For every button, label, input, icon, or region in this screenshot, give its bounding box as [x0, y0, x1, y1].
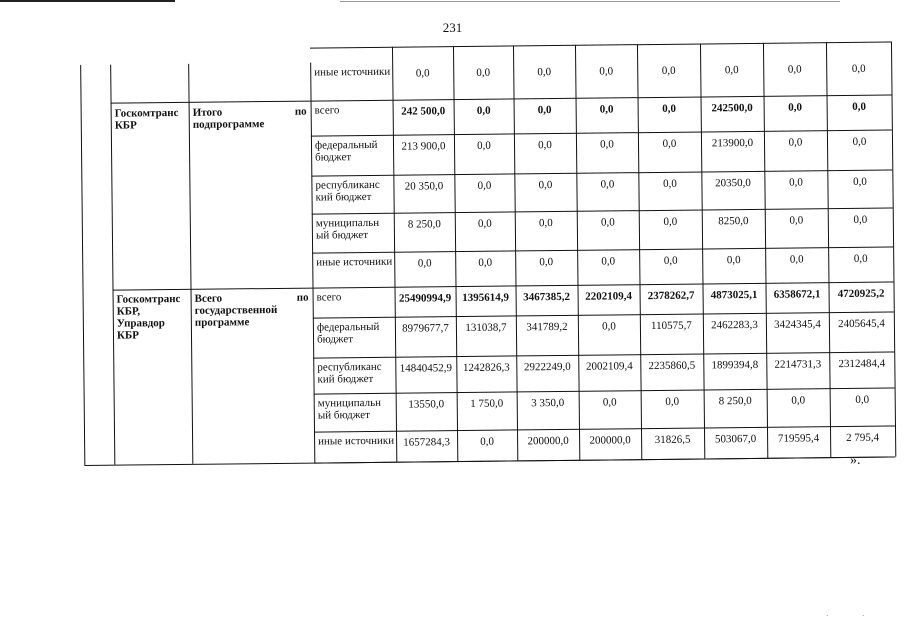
title-word: Итого	[192, 106, 223, 119]
value-cell: 2312484,4	[838, 357, 886, 371]
row-label: иные источники	[316, 255, 393, 269]
value-cell: 0,0	[415, 67, 430, 80]
value-cell: 0,0	[726, 254, 741, 267]
funding-table	[80, 42, 895, 465]
value-cell: 1657284,3	[403, 436, 451, 449]
title-word: по	[294, 105, 307, 118]
value-cell: 0,0	[852, 100, 867, 113]
value-cell: 3 350,0	[531, 396, 565, 410]
value-cell: 13550,0	[408, 398, 445, 411]
value-cell: 2002109,4	[585, 360, 633, 373]
value-cell: 719595,4	[777, 432, 820, 445]
value-cell: 110575,7	[650, 319, 692, 333]
value-cell: 20350,0	[714, 176, 751, 190]
value-cell: 503067,0	[714, 432, 757, 446]
value-cell: 2922249,0	[523, 360, 571, 374]
value-cell: 0,0	[537, 66, 552, 79]
value-cell: 6358672,1	[773, 288, 821, 301]
value-cell: 1395614,9	[462, 291, 510, 305]
value-cell: 0,0	[788, 176, 803, 189]
value-cell: 2 795,4	[846, 431, 880, 444]
row-label: муниципальн ый бюджет	[317, 396, 382, 422]
value-cell: 0,0	[477, 217, 492, 230]
value-cell: 0,0	[601, 255, 616, 268]
value-cell: 2235860,5	[648, 359, 696, 373]
row-label: республиканс кий бюджет	[315, 178, 380, 204]
program-title: государственной программе	[194, 303, 278, 329]
value-cell: 0,0	[537, 104, 552, 117]
value-cell: 0,0	[476, 66, 491, 79]
value-cell: 1899394,8	[711, 358, 759, 372]
row-label: иные источники	[314, 65, 391, 79]
value-cell: 0,0	[789, 253, 804, 266]
value-cell: 0,0	[662, 177, 677, 190]
top-rule	[0, 0, 175, 2]
grid-hline	[310, 42, 891, 49]
value-cell: 0,0	[538, 217, 553, 230]
value-cell: 31826,5	[654, 433, 691, 447]
value-cell: 0,0	[787, 63, 802, 76]
grid-vline	[310, 63, 315, 463]
value-cell: 0,0	[852, 135, 867, 148]
value-cell: 242500,0	[711, 101, 753, 115]
value-cell: 8250,0	[718, 215, 749, 228]
value-cell: 213 900,0	[401, 140, 446, 153]
value-cell: 8 250,0	[407, 218, 441, 231]
value-cell: 131038,7	[465, 321, 507, 334]
value-cell: 0,0	[602, 396, 617, 409]
value-cell: 0,0	[477, 179, 492, 192]
value-cell: 213900,0	[711, 136, 754, 150]
end-mark: ».	[850, 453, 861, 468]
row-label: всего	[316, 291, 342, 304]
page-number: 231	[442, 20, 463, 35]
value-cell: 0,0	[599, 65, 614, 78]
row-label: муниципальн ый бюджет	[315, 216, 380, 242]
value-cell: 0,0	[600, 138, 614, 151]
value-cell: 200000,0	[589, 434, 631, 447]
row-label: иные источники	[318, 434, 395, 448]
value-cell: 20 350,0	[404, 180, 444, 193]
value-cell: 0,0	[855, 393, 870, 406]
scan-speck: ·	[826, 612, 829, 620]
value-cell: 0,0	[480, 435, 495, 448]
value-cell: 0,0	[417, 257, 432, 270]
value-cell: 0,0	[788, 136, 803, 149]
value-cell: 0,0	[724, 64, 739, 77]
value-cell: 0,0	[853, 213, 868, 226]
group-separator	[111, 101, 311, 104]
value-cell: 0,0	[789, 214, 804, 227]
value-cell: 2462283,3	[710, 318, 758, 332]
value-cell: 0,0	[791, 394, 806, 407]
value-cell: 1 750,0	[470, 397, 504, 410]
value-cell: 0,0	[601, 320, 616, 333]
value-cell: 0,0	[663, 254, 678, 267]
top-rule-right	[340, 1, 840, 2]
value-cell: 242 500,0	[401, 105, 446, 118]
table-bottom	[84, 456, 895, 465]
value-cell: 0,0	[478, 256, 493, 269]
value-cell: 2214731,3	[774, 358, 822, 371]
row-label: республиканс кий бюджет	[317, 360, 382, 386]
value-cell: 1242826,3	[462, 361, 510, 375]
value-cell: 0,0	[476, 104, 491, 117]
value-cell: 0,0	[665, 395, 680, 408]
value-cell: 8979677,7	[401, 322, 449, 335]
value-cell: 3467385,2	[523, 290, 571, 304]
row-label: всего	[314, 104, 340, 117]
value-cell: 0,0	[538, 179, 553, 192]
value-cell: 0,0	[663, 215, 678, 228]
row-label: федеральный бюджет	[316, 320, 380, 346]
value-cell: 4873025,1	[710, 288, 758, 302]
value-cell: 0,0	[662, 137, 677, 150]
executor-name: Госкомтранс КБР, Управдор КБР	[116, 292, 181, 342]
value-cell: 0,0	[600, 178, 615, 191]
value-cell: 0,0	[538, 139, 552, 152]
value-cell: 0,0	[600, 216, 615, 229]
executor-name: Госкомтранс КБР	[114, 106, 179, 132]
value-cell: 0,0	[851, 62, 866, 75]
scan-speck: ·	[862, 612, 865, 620]
value-cell: 2202109,4	[585, 290, 633, 303]
value-cell: 0,0	[852, 175, 867, 188]
value-cell: 0,0	[661, 64, 676, 77]
value-cell: 2405645,4	[837, 317, 885, 331]
value-cell: 0,0	[788, 101, 803, 114]
value-cell: 0,0	[477, 139, 491, 152]
value-cell: 200000,0	[527, 434, 569, 448]
value-cell: 2378262,7	[647, 289, 695, 303]
value-cell: 3424345,4	[773, 318, 821, 331]
value-cell: 8 250,0	[718, 394, 752, 408]
value-cell: 4720925,2	[837, 287, 885, 301]
value-cell: 0,0	[539, 256, 554, 269]
program-title: подпрограмме	[192, 118, 265, 131]
value-cell: 341789,2	[526, 320, 568, 334]
value-cell: 14840452,9	[399, 362, 453, 375]
value-cell: 0,0	[662, 102, 677, 115]
value-cell: 25490994,9	[398, 292, 452, 305]
value-cell: 0,0	[853, 252, 868, 265]
group-separator	[113, 288, 313, 291]
title-word: Всего	[194, 292, 223, 305]
title-word: по	[296, 291, 309, 304]
row-label: федеральный бюджет	[314, 138, 378, 164]
grid-vline	[80, 65, 85, 465]
value-cell: 0,0	[599, 103, 614, 116]
